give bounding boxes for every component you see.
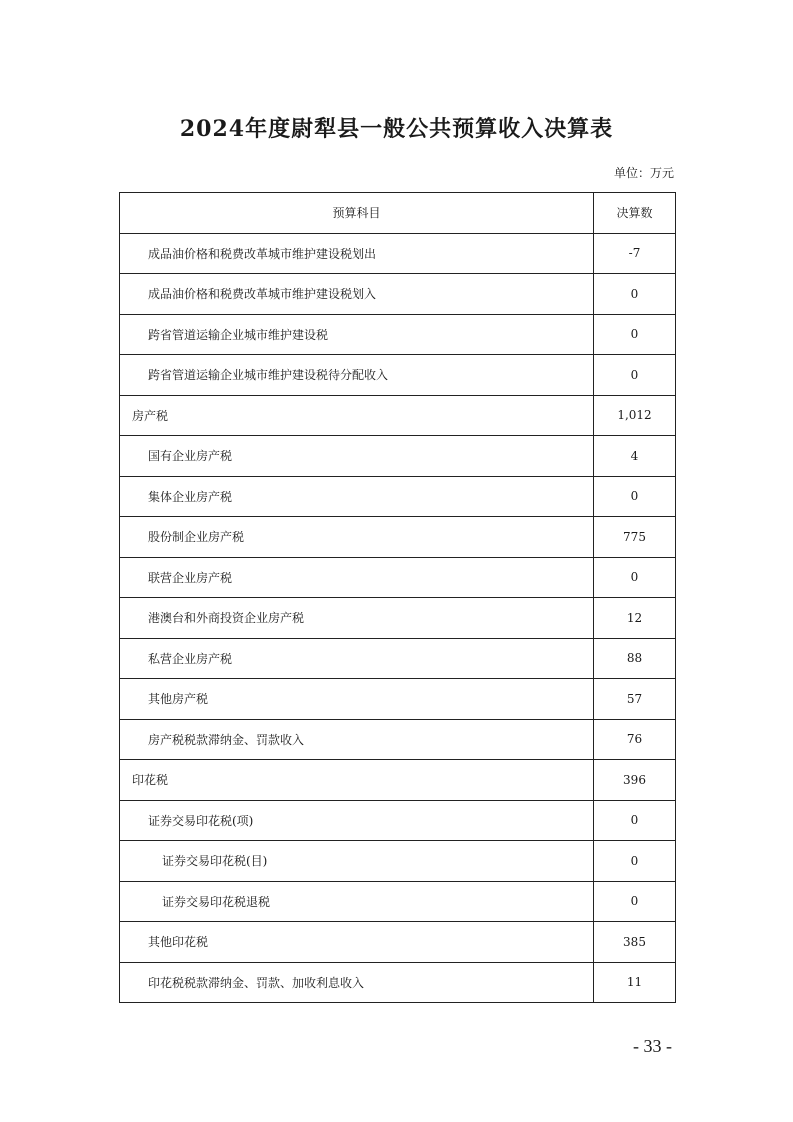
page-number: - 33 - (633, 1036, 672, 1056)
budget-table (119, 192, 676, 1003)
subject-cell: 印花税税款滞纳金、罚款、加收利息收入 (120, 962, 594, 1003)
subject-cell: 国有企业房产税 (120, 436, 594, 477)
amount-cell: 0 (594, 355, 676, 396)
table-row (120, 314, 676, 355)
table-row (120, 274, 676, 315)
subject-cell: 集体企业房产税 (120, 476, 594, 517)
table-header-row (120, 193, 676, 234)
amount-cell: 0 (594, 841, 676, 882)
table-row (120, 476, 676, 517)
table-row (120, 517, 676, 558)
table-row (120, 436, 676, 477)
table-row (120, 395, 676, 436)
subject-cell: 房产税 (120, 395, 594, 436)
table-row (120, 881, 676, 922)
table-body (120, 233, 676, 1003)
subject-cell: 证券交易印花税(项) (120, 800, 594, 841)
subject-cell: 其他印花税 (120, 922, 594, 963)
subject-cell: 证券交易印花税(目) (120, 841, 594, 882)
amount-cell: 4 (594, 436, 676, 477)
amount-cell: 12 (594, 598, 676, 639)
table-row (120, 841, 676, 882)
table-row (120, 638, 676, 679)
table-row (120, 557, 676, 598)
amount-cell: 0 (594, 274, 676, 315)
amount-cell: 0 (594, 314, 676, 355)
subject-cell: 股份制企业房产税 (120, 517, 594, 558)
table-row (120, 760, 676, 801)
table-row (120, 719, 676, 760)
subject-cell: 成品油价格和税费改革城市维护建设税划入 (120, 274, 594, 315)
subject-cell: 私营企业房产税 (120, 638, 594, 679)
amount-cell: 57 (594, 679, 676, 720)
unit-label: 单位：万元 (613, 166, 674, 180)
amount-cell: 1,012 (594, 395, 676, 436)
amount-cell: -7 (594, 233, 676, 274)
subject-cell: 港澳台和外商投资企业房产税 (120, 598, 594, 639)
amount-cell: 385 (594, 922, 676, 963)
amount-cell: 0 (594, 800, 676, 841)
column-header-subject: 预算科目 (120, 193, 594, 234)
amount-cell: 0 (594, 557, 676, 598)
table-row (120, 679, 676, 720)
table-row (120, 355, 676, 396)
amount-cell: 88 (594, 638, 676, 679)
subject-cell: 证券交易印花税退税 (120, 881, 594, 922)
amount-cell: 11 (594, 962, 676, 1003)
subject-cell: 房产税税款滞纳金、罚款收入 (120, 719, 594, 760)
column-header-amount: 决算数 (594, 193, 676, 234)
table-row (120, 233, 676, 274)
subject-cell: 跨省管道运输企业城市维护建设税待分配收入 (120, 355, 594, 396)
amount-cell: 0 (594, 881, 676, 922)
table-row (120, 800, 676, 841)
amount-cell: 775 (594, 517, 676, 558)
table-row (120, 962, 676, 1003)
subject-cell: 联营企业房产税 (120, 557, 594, 598)
subject-cell: 印花税 (120, 760, 594, 801)
subject-cell: 成品油价格和税费改革城市维护建设税划出 (120, 233, 594, 274)
table-row (120, 922, 676, 963)
amount-cell: 396 (594, 760, 676, 801)
table-row (120, 598, 676, 639)
amount-cell: 76 (594, 719, 676, 760)
amount-cell: 0 (594, 476, 676, 517)
page-title: 2024年度尉犁县一般公共预算收入决算表 (179, 116, 614, 142)
subject-cell: 其他房产税 (120, 679, 594, 720)
subject-cell: 跨省管道运输企业城市维护建设税 (120, 314, 594, 355)
